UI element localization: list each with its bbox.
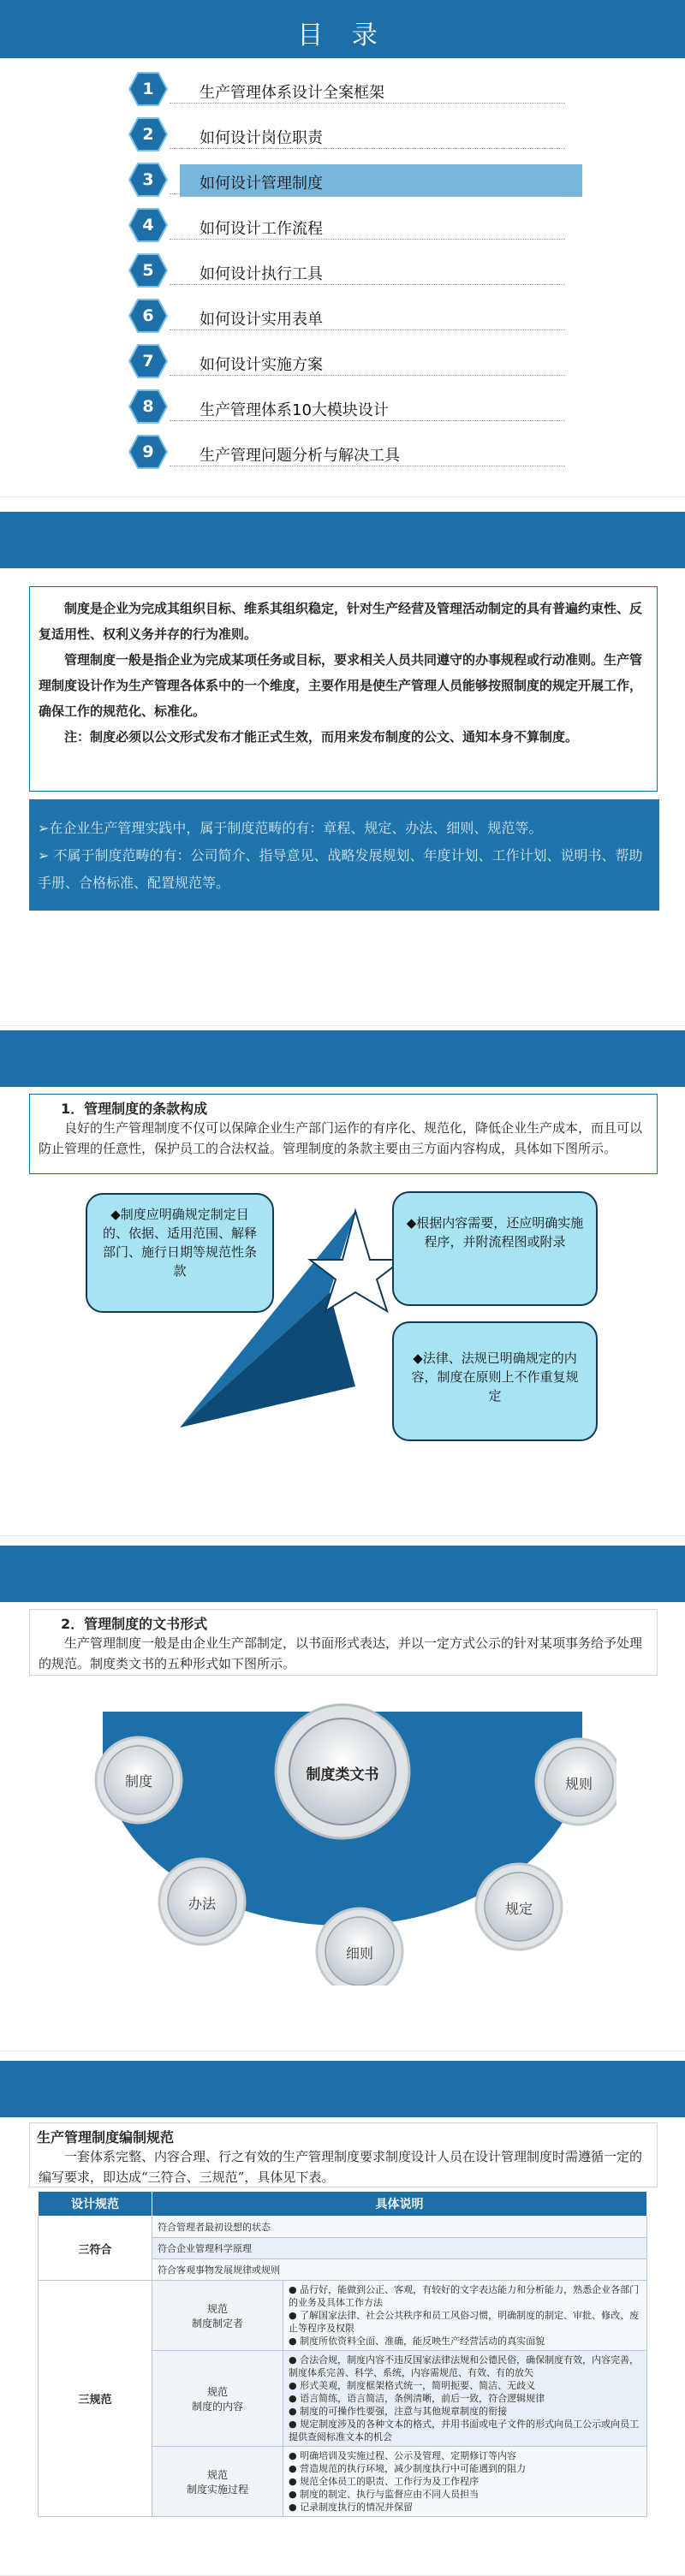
table-row	[39, 2217, 647, 2238]
definition-paragraph-2: 管理制度一般是指企业为完成某项任务或目标，要求相关人员共同遵守的办事规程或行动准则。生产管理制度设计作为生产管理各体系中的一个维度，主要作用是使生产管理人员能够按照制度的规定开展工作，确保工作的规范化、标准化。	[39, 652, 643, 719]
spec-desc-line: ● 营造规范的执行环境，减少制度执行中可能遇到的阻力	[289, 2463, 527, 2474]
spec-desc-cell	[283, 2281, 647, 2351]
forms-item-xize: 细则	[345, 1945, 373, 1962]
spec-desc-line: ● 记录制度执行的情况并保留	[289, 2502, 414, 2513]
clause-box-left	[86, 1193, 274, 1313]
toc-number: 8	[142, 397, 154, 416]
toc-number-hex-icon	[128, 253, 168, 288]
clause-box-right-top-text: ◆根据内容需要，还应明确实施程序，并附流程图或附录	[406, 1215, 584, 1249]
toc-number-hex-icon	[128, 435, 168, 469]
toc-item[interactable]	[128, 435, 574, 469]
toc-dotted-line	[170, 103, 565, 104]
spec-desc-line: ● 语言简练，语言简洁，条例清晰，前后一致，符合逻辑规律	[289, 2393, 545, 2404]
toc-label: 生产管理问题分析与解决工具	[200, 447, 400, 465]
scope-excluded: ➢ 不属于制度范畴的有：公司简介、指导意见、战略发展规划、年度计划、工作计划、说明书、帮助手册、合格标准、配置规范等。	[38, 847, 643, 891]
spec-desc-line: ● 明确培训及实施过程、公示及管理、定期修订等内容	[289, 2450, 517, 2461]
spec-desc-line: ● 规定制度涉及的各种文本的格式，并用书面或电子文件的形式向员工公示或向员工提供查阅标准文本的机会	[289, 2419, 640, 2442]
toc-slide	[0, 0, 685, 497]
clauses-head-box	[29, 1094, 658, 1174]
spec-desc-line: ● 合法合规，制度内容不违反国家法律法规和公德民俗，确保制度有效，内容完善，制度体系完善、科学、系统，内容需规范、有效、有的放矢	[289, 2354, 640, 2378]
forms-item-zhidu: 制度	[124, 1773, 152, 1790]
clauses-text: 良好的生产管理制度不仅可以保障企业生产部门运作的有序化、规范化，降低企业生产成本，而且可以防止管理的任意性，保护员工的合法权益。管理制度的条款主要由三方面内容构成，具体如下图所示。	[39, 1120, 643, 1156]
spec-subcategory: 规范 制度制定者	[152, 2281, 283, 2351]
scope-included: ➢在企业生产管理实践中，属于制度范畴的有：章程、规定、办法、细则、规范等。	[38, 820, 543, 836]
spec-desc-line: ● 形式美观，制度框架格式统一，简明扼要、简洁、无歧义	[289, 2380, 536, 2391]
toc-title: 目 录	[297, 21, 388, 50]
toc-number-hex-icon	[128, 72, 168, 106]
toc-item[interactable]	[128, 117, 574, 151]
toc-number: 3	[142, 170, 154, 189]
forms-center-label: 制度类文书	[306, 1766, 379, 1784]
forms-item-guize: 规则	[564, 1776, 593, 1792]
toc-number: 7	[142, 352, 154, 371]
spec-desc-line: ● 制度的可操作性要强，注意与其他规章制度的衔接	[289, 2406, 508, 2417]
spec-text: 一套体系完整、内容合理、行之有效的生产管理制度要求制度设计人员在设计管理制度时需遵循一定的编写要求，即达成“三符合、三规范”，具体见下表。	[39, 2149, 643, 2185]
spec-table-header	[39, 2192, 647, 2217]
toc-item[interactable]	[128, 344, 574, 378]
toc-item[interactable]	[128, 389, 574, 424]
spec-table	[38, 2191, 647, 2517]
toc-number-hex-icon	[128, 208, 168, 242]
spec-heading: 生产管理制度编制规范	[37, 2129, 175, 2146]
toc-number: 2	[142, 125, 154, 144]
forms-item-banfa: 办法	[188, 1896, 216, 1912]
forms-diagram	[68, 1677, 616, 1985]
spec-subcategory: 规范 制度的内容	[152, 2351, 283, 2447]
toc-number-hex-icon	[128, 299, 168, 333]
toc-item[interactable]	[128, 208, 574, 242]
toc-number: 4	[142, 216, 154, 234]
toc-item[interactable]	[128, 163, 574, 197]
forms-head-box	[29, 1609, 658, 1676]
toc-number-hex-icon	[128, 117, 168, 151]
clause-box-right-top	[392, 1191, 598, 1306]
clause-box-right-bottom-text: ◆法律、法规已明确规定的内容，制度在原则上不作重复规定	[411, 1350, 579, 1404]
spec-desc-line: ● 品行好，能做到公正、客观，有较好的文字表达能力和分析能力，熟悉企业各部门的业务及具体工作方法	[289, 2284, 640, 2308]
toc-number: 5	[142, 261, 154, 280]
forms-heading: 2．管理制度的文书形式	[61, 1616, 208, 1632]
spec-head-box	[29, 2122, 658, 2187]
toc-item[interactable]	[128, 72, 574, 106]
scope-box	[29, 799, 659, 911]
table-row	[39, 2281, 647, 2351]
spec-desc: 符合管理者最初设想的状态	[152, 2217, 647, 2238]
toc-number: 9	[142, 442, 154, 461]
toc-number-hex-icon	[128, 389, 168, 424]
spec-title-bar	[0, 2061, 685, 2117]
spec-desc-line: ● 制度的制定、执行与监督应由不同人员担当	[289, 2489, 480, 2500]
toc-label: 如何设计实施方案	[200, 356, 323, 374]
toc-label: 如何设计执行工具	[200, 265, 323, 283]
col-header-desc: 具体说明	[152, 2192, 647, 2217]
toc-dotted-line	[170, 148, 565, 149]
spec-desc-line: ● 制度所依资料全面、准确，能反映生产经营活动的真实面貌	[289, 2336, 545, 2347]
toc-number-hex-icon	[128, 163, 168, 197]
spec-desc-cell	[283, 2351, 647, 2447]
toc-item[interactable]	[128, 253, 574, 288]
forms-title-bar	[0, 1546, 685, 1602]
spec-desc-line: ● 规范全体员工的职责、工作行为及工作程序	[289, 2476, 480, 2487]
forms-text: 生产管理制度一般是由企业生产部制定，以书面形式表达，并以一定方式公示的针对某项事务给予处理的规范。制度类文书的五种形式如下图所示。	[39, 1635, 643, 1671]
definition-title-bar	[0, 512, 685, 568]
toc-dotted-line	[170, 420, 565, 421]
definition-note: 注：制度必须以公文形式发布才能正式生效，而用来发布制度的公文、通知本身不算制度。	[64, 729, 579, 745]
toc-item[interactable]	[128, 299, 574, 333]
forms-item-guiding: 规定	[504, 1901, 533, 1917]
spec-category: 三规范	[39, 2281, 152, 2517]
toc-label: 如何设计岗位职责	[200, 129, 323, 147]
definition-paragraph-1: 制度是企业为完成其组织目标、维系其组织稳定，针对生产经营及管理活动制定的具有普遍约束性、反复适用性、权利义务并存的行为准则。	[39, 601, 643, 642]
toc-label: 生产管理体系10大模块设计	[200, 401, 389, 419]
spec-category: 三符合	[39, 2217, 152, 2281]
spec-desc: 符合企业管理科学原理	[152, 2238, 647, 2259]
clauses-heading: 1．管理制度的条款构成	[61, 1101, 208, 1117]
toc-label: 如何设计实用表单	[200, 311, 323, 329]
spec-desc-cell	[283, 2447, 647, 2517]
definition-box	[29, 586, 658, 792]
spec-desc: 符合客观事物发展规律或规则	[152, 2259, 647, 2281]
clause-box-right-bottom	[392, 1321, 598, 1441]
clauses-title-bar	[0, 1030, 685, 1087]
toc-dotted-line	[170, 329, 565, 330]
toc-dotted-line	[170, 375, 565, 376]
spec-subcategory: 规范 制度实施过程	[152, 2447, 283, 2517]
clause-box-left-text: ◆制度应明确规定制定目的、依据、适用范围、解释部门、施行日期等规范性条款	[102, 1207, 257, 1279]
toc-label: 生产管理体系设计全案框架	[200, 84, 384, 102]
toc-dotted-line	[170, 284, 565, 285]
col-header-spec: 设计规范	[39, 2192, 152, 2217]
spec-desc-line: ● 了解国家法律、社会公共秩序和员工风俗习惯，明确制度的制定、审批、修改、废止等程序及权限	[289, 2310, 640, 2334]
toc-dotted-line	[170, 193, 565, 194]
toc-label: 如何设计管理制度	[200, 175, 323, 193]
toc-label: 如何设计工作流程	[200, 220, 323, 238]
toc-number: 6	[142, 306, 154, 325]
toc-number-hex-icon	[128, 344, 168, 378]
toc-dotted-line	[170, 239, 565, 240]
toc-number: 1	[142, 80, 154, 98]
